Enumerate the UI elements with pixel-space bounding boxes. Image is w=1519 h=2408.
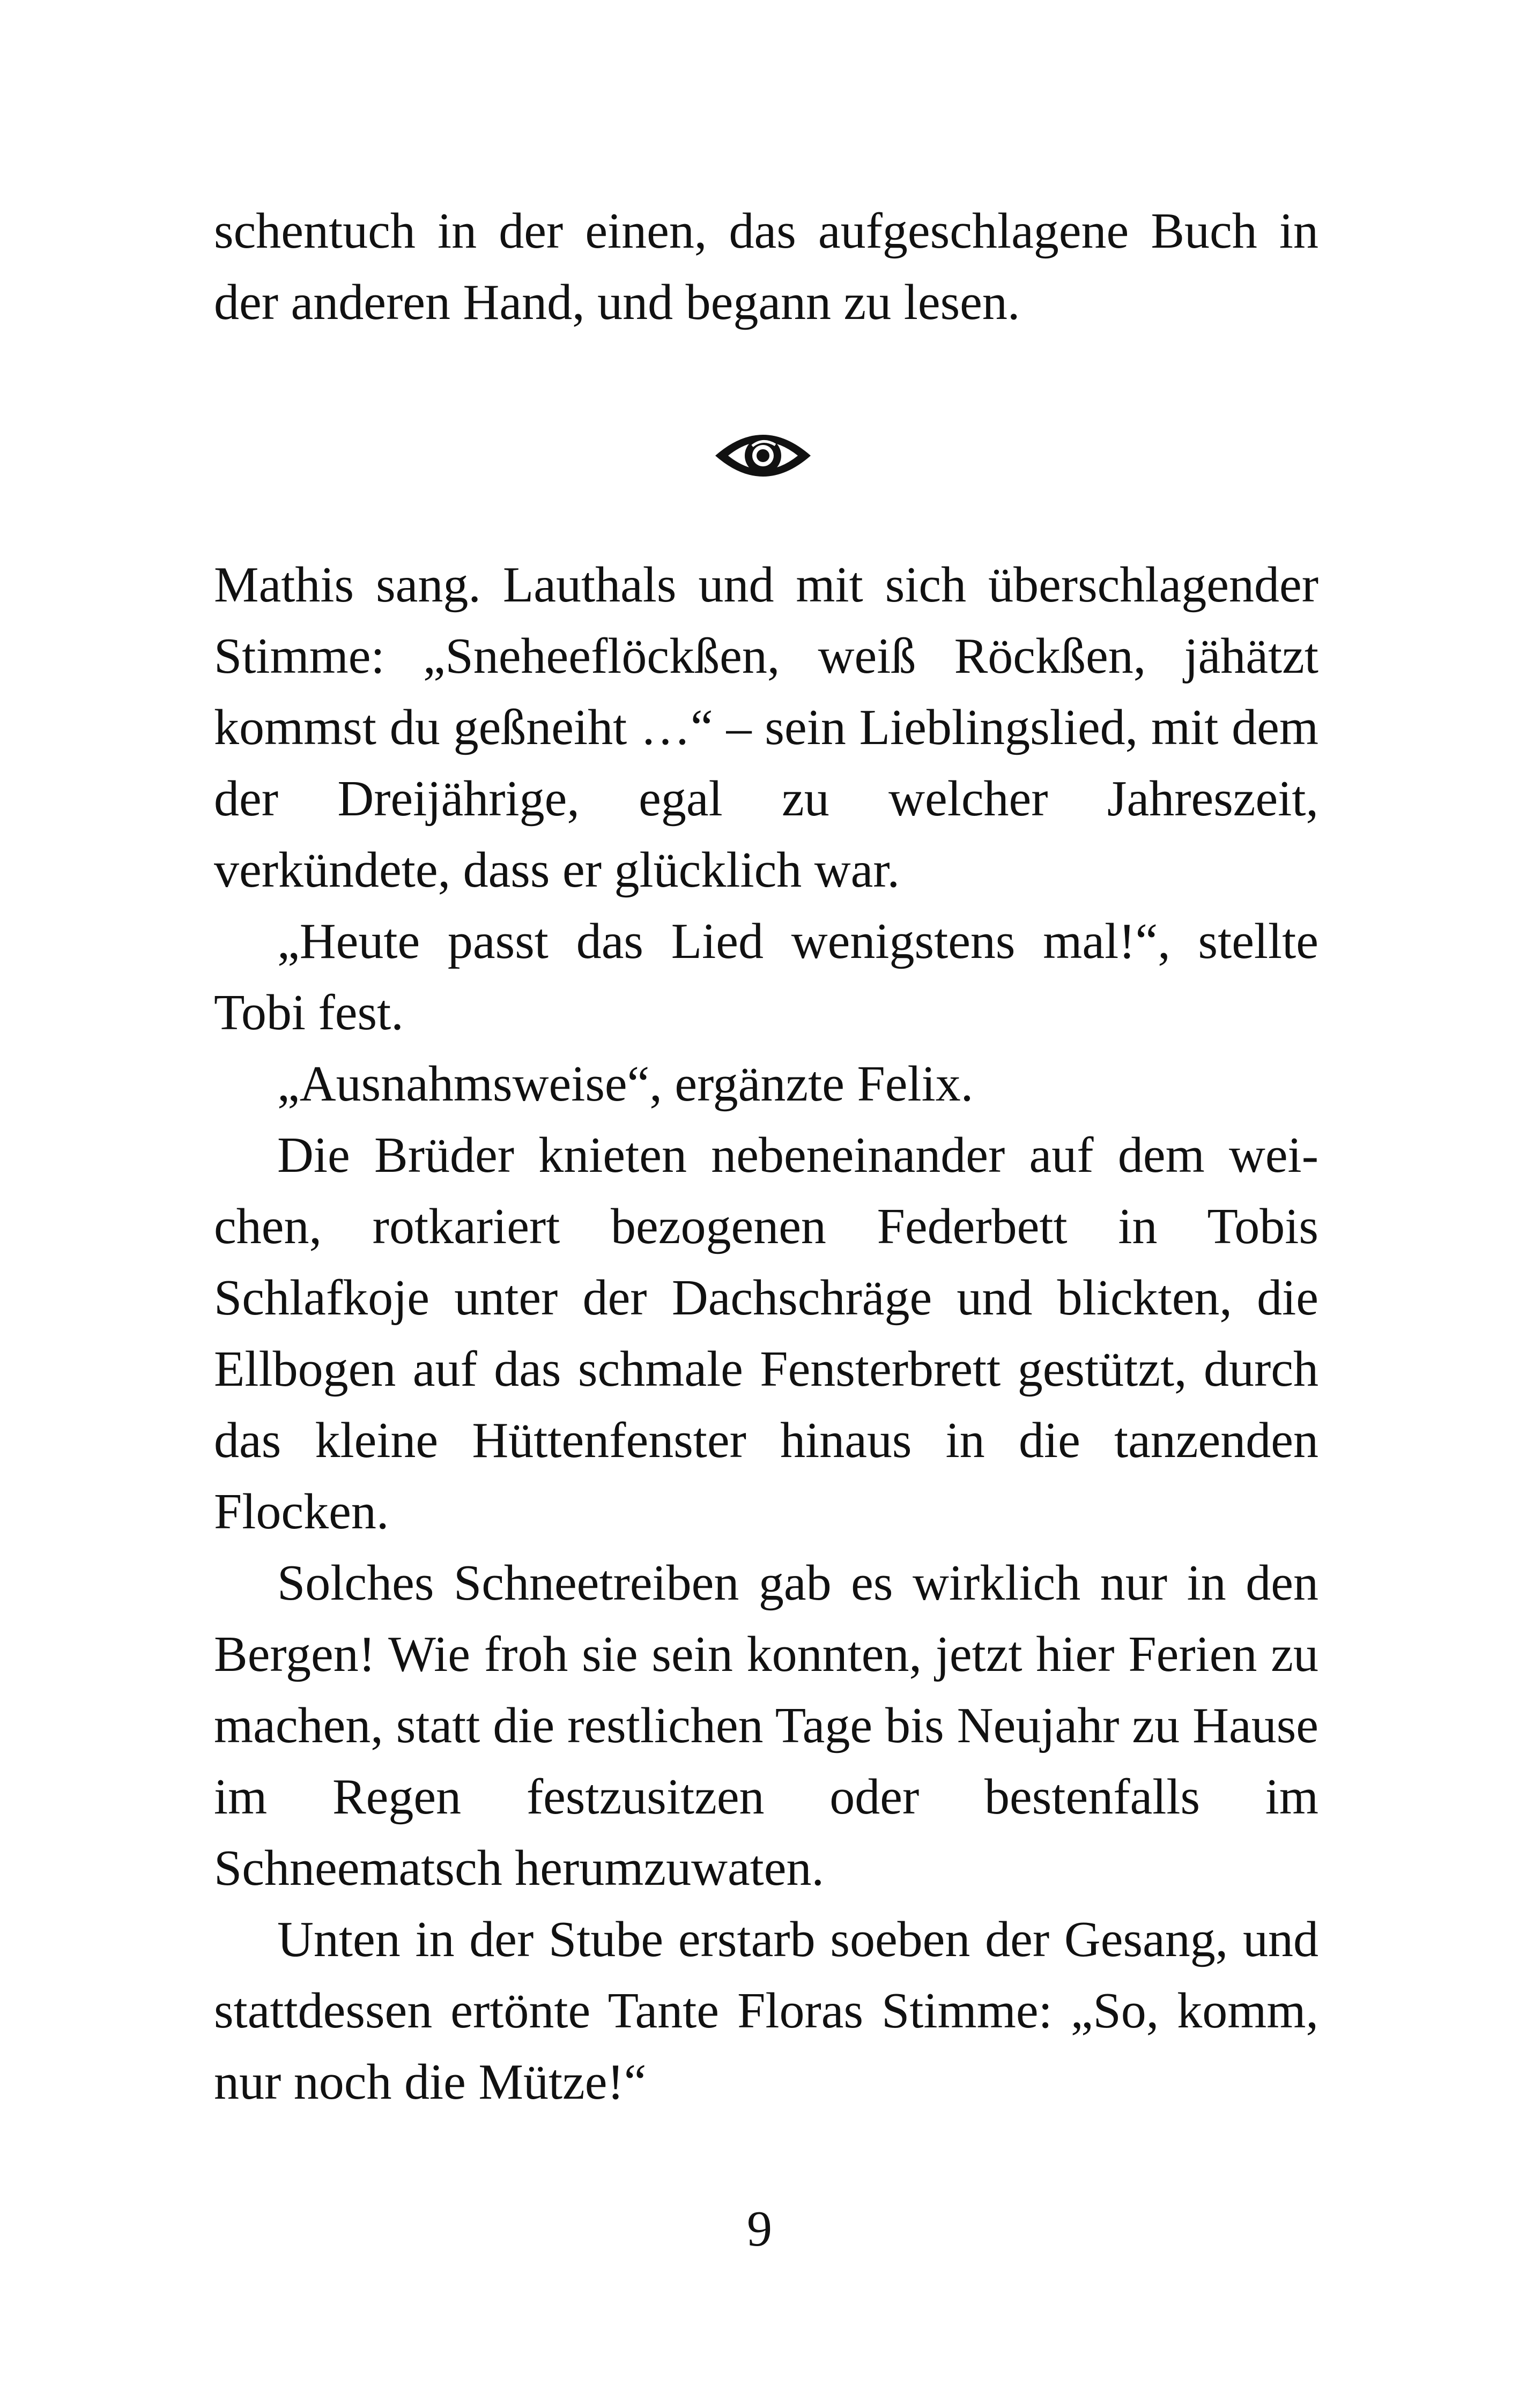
paragraph: „Heute passt das Lied wenigstens mal!“, stellte Tobi fest. [214, 913, 1318, 1041]
paragraph: Die Brüder knieten nebeneinander auf dem weichen, rotkariert bezogenen Federbett in Tobis Schlafkoje unter der Dachschräge und blickten, die Ellbogen auf das schmale Fensterbrett gestützt, durch das kleine Hüttenfenster hinaus in die tanzenden Flocken. [214, 1127, 1318, 1540]
paragraph: Mathis sang. Lauthals und mit sich überschlagender Stimme: „Sneheeflöckßen, weiß Röckßen, jähätzt kommst du geßneiht …“ – sein Lieblingslied, mit dem der Dreijährige, egal zu welcher Jahreszeit, verkündete, dass er glücklich war. [214, 557, 1318, 898]
paragraph: „Ausnahmsweise“, ergänzte Felix. [277, 1056, 974, 1112]
paragraph: Solches Schneetreiben gab es wirklich nur in den Bergen! Wie froh sie sein konnten, jetzt hier Ferien zu machen, statt die restlichen Tage bis Neujahr zu Hause im Regen festzusitzen oder bestenfalls im Schneematsch herumzuwaten. [214, 1555, 1318, 1896]
paragraph: schentuch in der einen, das aufgeschlagene Buch in der anderen Hand, und begann zu lesen. [214, 203, 1318, 330]
text-block-main [214, 549, 1318, 2118]
eye-icon [712, 423, 814, 488]
page-number: 9 [747, 2201, 772, 2257]
paragraph: Unten in der Stube erstarb soeben der Gesang, und stattdessen ertönte Tante Floras Stimme: „So, komm, nur noch die Mütze!“ [214, 1912, 1318, 2110]
text-block-top [214, 196, 1318, 338]
